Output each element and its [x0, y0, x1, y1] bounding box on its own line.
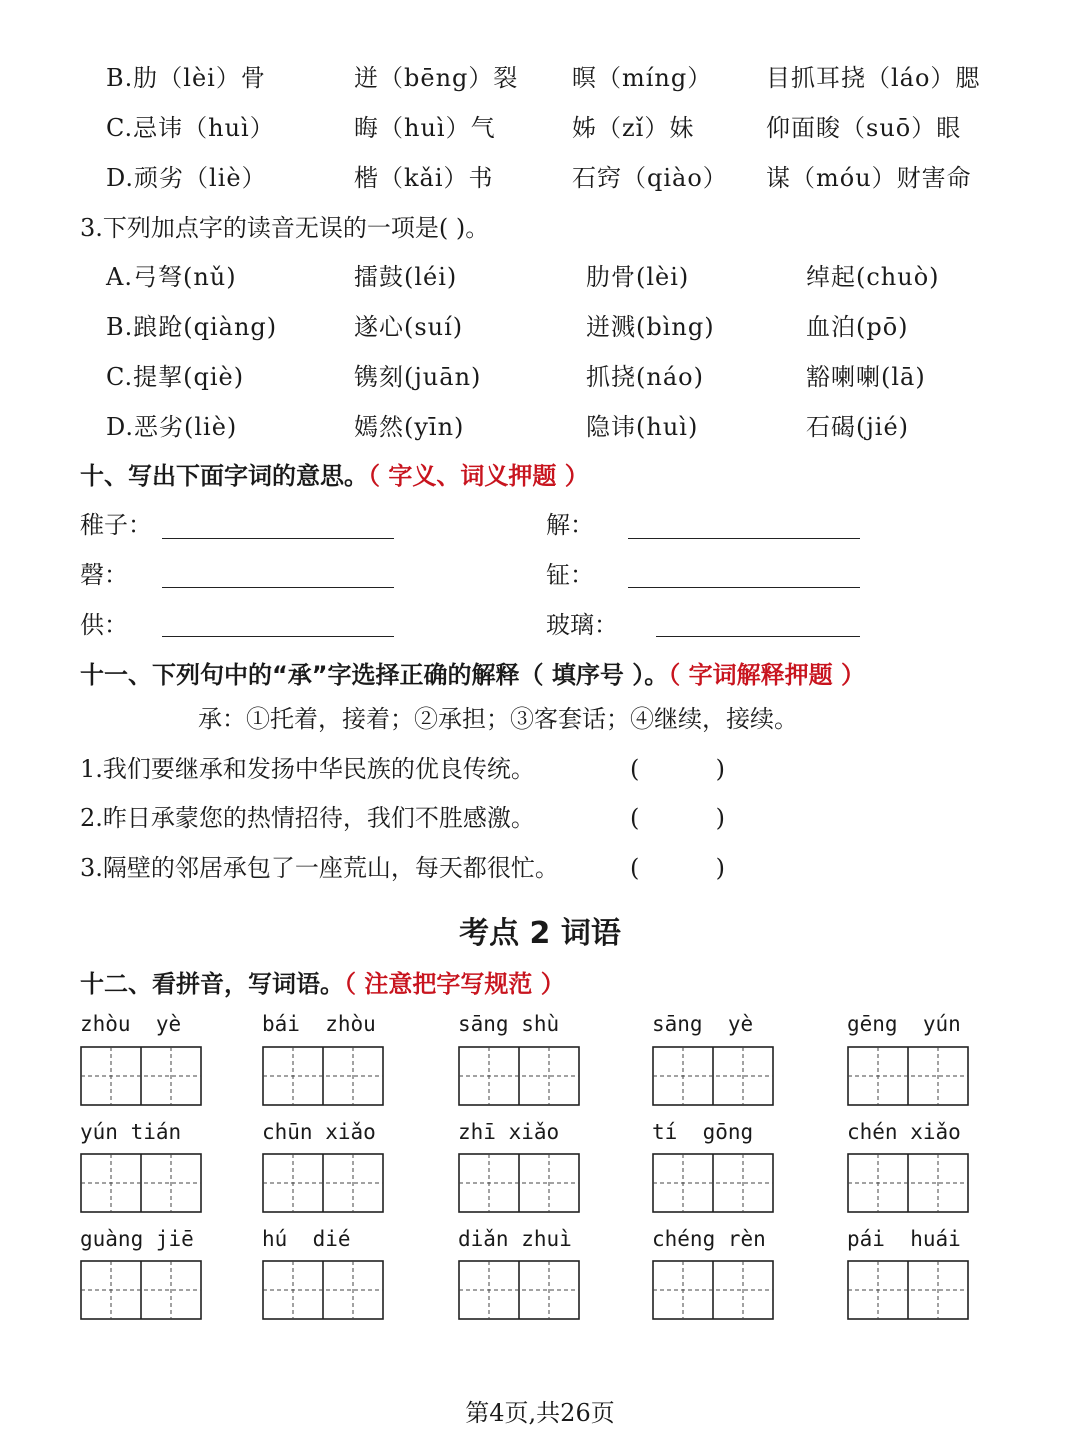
writing-box[interactable]: [847, 1046, 969, 1106]
option-text: 豁喇喇(lā): [806, 363, 926, 391]
option-text: 姊（zǐ）妹: [572, 114, 695, 142]
section-tag: （ 字义、词义押题 ）: [368, 462, 589, 490]
option-text: A.弓弩(nǔ): [106, 263, 237, 291]
option-text: D.顽劣（liè）: [106, 164, 267, 192]
pinyin-label: sāng shù: [458, 1012, 560, 1036]
answer-blank[interactable]: ( ): [630, 854, 726, 882]
answer-line[interactable]: [162, 587, 394, 588]
writing-box[interactable]: [458, 1046, 580, 1106]
pinyin-label: zhī xiǎo: [458, 1120, 560, 1144]
section-tag: （ 注意把字写规范 ）: [344, 970, 565, 998]
writing-box[interactable]: [80, 1046, 202, 1106]
writing-box[interactable]: [458, 1260, 580, 1320]
writing-box[interactable]: [652, 1260, 774, 1320]
definition-label: 供：: [80, 611, 128, 639]
option-row-b: [0, 60, 1080, 100]
definition-label: 解：: [546, 511, 594, 539]
writing-box[interactable]: [652, 1046, 774, 1106]
page-number: 第4页,共26页: [465, 1399, 615, 1427]
option-text: 嫣然(yīn): [354, 413, 465, 441]
section-title-text: 十、写出下面字词的意思。: [80, 462, 368, 490]
option-text: 石窍（qiào）: [572, 164, 728, 192]
writing-box[interactable]: [262, 1153, 384, 1213]
q3-option-row-d: [0, 409, 1080, 449]
pinyin-label: gēng yún: [847, 1012, 961, 1036]
option-text: 隐讳(huì): [586, 413, 699, 441]
option-text: B.肋（lèi）骨: [106, 64, 266, 92]
pinyin-label: zhòu yè: [80, 1012, 182, 1036]
option-text: C.提挈(qiè): [106, 363, 245, 391]
sentence-2: 2.昨日承蒙您的热情招待，我们不胜感激。: [80, 804, 535, 832]
answer-line[interactable]: [656, 636, 860, 637]
sentence-3: 3.隔壁的邻居承包了一座荒山，每天都很忙。: [80, 854, 559, 882]
option-text: B.踉跄(qiàng): [106, 313, 278, 341]
option-text: 仰面睃（suō）眼: [766, 114, 962, 142]
q3-option-row-b: [0, 309, 1080, 349]
kaodian-heading: 考点 2 词语: [459, 916, 621, 951]
writing-box[interactable]: [847, 1153, 969, 1213]
definition-label: 稚子：: [80, 511, 152, 539]
answer-line[interactable]: [162, 538, 394, 539]
option-text: C.忌讳（huì）: [106, 114, 275, 142]
option-text: 晦（huì）气: [354, 114, 496, 142]
pinyin-label: hú dié: [262, 1227, 351, 1251]
writing-box[interactable]: [652, 1153, 774, 1213]
writing-box[interactable]: [80, 1260, 202, 1320]
answer-blank[interactable]: ( ): [630, 755, 726, 783]
pinyin-label: chén xiǎo: [847, 1120, 961, 1144]
pinyin-label: sāng yè: [652, 1012, 754, 1036]
pinyin-label: bái zhòu: [262, 1012, 376, 1036]
writing-box[interactable]: [847, 1260, 969, 1320]
pinyin-label: guàng jiē: [80, 1227, 194, 1251]
section-title-text: 十二、看拼音，写词语。: [80, 970, 344, 998]
pinyin-label: tí gōng: [652, 1120, 754, 1144]
writing-box[interactable]: [458, 1153, 580, 1213]
section-tag: （ 字词解释押题 ）: [668, 661, 865, 689]
section-title-text: 十一、下列句中的“承”字选择正确的解释（ 填序号 ）。: [80, 661, 669, 689]
pinyin-label: chéng rèn: [652, 1227, 766, 1251]
answer-line[interactable]: [162, 636, 394, 637]
q3-option-row-c: [0, 359, 1080, 399]
option-text: 遂心(suí): [354, 313, 464, 341]
definition-label: 钲：: [546, 561, 594, 589]
section-12-title: [80, 966, 565, 1002]
writing-box[interactable]: [80, 1153, 202, 1213]
definition-list: 承：①托着，接着；②承担；③客套话；④继续，接续。: [198, 705, 798, 733]
option-text: 血泊(pō): [806, 313, 909, 341]
option-text: 谋（móu）财害命: [766, 164, 972, 192]
writing-box[interactable]: [262, 1260, 384, 1320]
q3-option-row-a: [0, 259, 1080, 299]
definition-label: 玻璃：: [546, 611, 618, 639]
option-text: D.恶劣(liè): [106, 413, 238, 441]
pinyin-label: diǎn zhuì: [458, 1227, 572, 1251]
option-text: 绰起(chuò): [806, 263, 940, 291]
answer-line[interactable]: [628, 538, 860, 539]
answer-line[interactable]: [628, 587, 860, 588]
option-text: 暝（míng）: [572, 64, 713, 92]
option-row-c: [0, 110, 1080, 150]
definition-label: 磬：: [80, 561, 128, 589]
writing-box[interactable]: [262, 1046, 384, 1106]
option-text: 迸（bēng）裂: [354, 64, 519, 92]
option-text: 迸溅(bìng): [586, 313, 715, 341]
option-text: 镌刻(juān): [354, 363, 482, 391]
answer-blank[interactable]: ( ): [630, 804, 726, 832]
option-text: 楷（kǎi）书: [354, 164, 494, 192]
pinyin-label: chūn xiǎo: [262, 1120, 376, 1144]
option-text: 擂鼓(léi): [354, 263, 458, 291]
question-3-stem: 3.下列加点字的读音无误的一项是( )。: [80, 214, 490, 242]
option-row-d: [0, 160, 1080, 200]
pinyin-label: yún tián: [80, 1120, 182, 1144]
section-11-title: [80, 657, 865, 693]
option-text: 石碣(jié): [806, 413, 910, 441]
option-text: 抓挠(náo): [586, 363, 704, 391]
pinyin-label: pái huái: [847, 1227, 961, 1251]
option-text: 肋骨(lèi): [586, 263, 690, 291]
sentence-1: 1.我们要继承和发扬中华民族的优良传统。: [80, 755, 535, 783]
section-10-title: [80, 458, 589, 494]
option-text: 目抓耳挠（láo）腮: [766, 64, 981, 92]
